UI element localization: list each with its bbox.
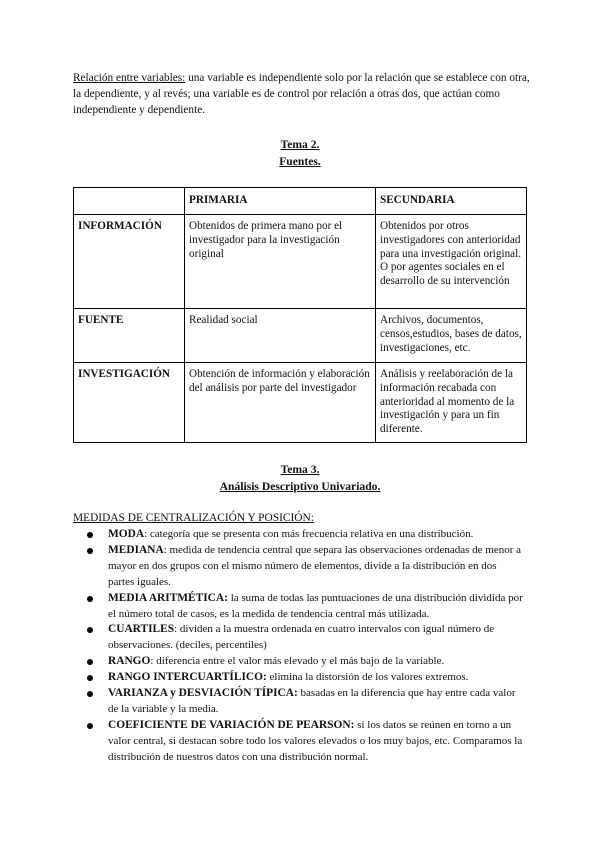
bullet-icon	[87, 532, 93, 538]
measure-term: RANGO INTERCUARTÍLICO:	[108, 671, 267, 684]
bullet-icon	[87, 723, 93, 729]
table-header-row	[74, 188, 527, 215]
measure-term: MODA	[108, 528, 145, 540]
measure-term: MEDIANA	[108, 543, 164, 556]
measure-text: si los datos se reúnen en torno a un valor central, si destacan sobre todo los valores elevados o los muy bajos, etc. Comparamos la distribución de nuestros datos con una distribución normal.	[108, 718, 523, 763]
cell-secundaria: Obtenidos por otros investigadores con anterioridad para una investigación original. O por agentes sociales en el desarrollo de su intervención	[376, 215, 527, 309]
tema3-subtitle: Análisis Descriptivo Univariado.	[219, 480, 381, 493]
bullet-icon	[87, 627, 93, 633]
list-item	[85, 718, 525, 766]
tema2-title: Tema 2.	[280, 138, 320, 151]
measure-text: : medida de tendencia central que separa las observaciones ordenadas de menor a mayor en dos grupos con el mismo número de elementos, divide a la distribución en dos partes iguales.	[108, 543, 522, 588]
bullet-icon	[87, 691, 93, 697]
list-item	[85, 543, 525, 591]
measure-term: MEDIA ARITMÉTICA:	[108, 591, 228, 604]
cell-primaria: Realidad social	[185, 309, 376, 363]
table-header-empty	[74, 188, 185, 215]
bullet-icon	[87, 596, 93, 602]
row-label-investigacion: INVESTIGACIÓN	[74, 363, 185, 443]
bullet-icon	[87, 659, 93, 665]
list-item	[85, 622, 525, 654]
bullet-icon	[87, 548, 93, 554]
measure-term: CUARTILES	[108, 623, 175, 636]
cell-primaria: Obtención de información y elaboración del análisis por parte del investigador	[185, 363, 376, 443]
measures-list	[85, 527, 525, 766]
list-item	[85, 686, 525, 718]
measure-text: elimina la distorsión de los valores extremos.	[266, 671, 469, 684]
list-item	[85, 527, 525, 543]
intro-text: una variable es independiente solo por la relación que se establece con otra, la dependiente, y al revés; una variable es de control por relación a otras dos, que actúan como independiente y dependiente.	[73, 72, 530, 117]
list-item	[85, 670, 525, 686]
intro-label: Relación entre variables:	[73, 72, 186, 84]
row-label-fuente: FUENTE	[74, 309, 185, 363]
bullet-icon	[87, 675, 93, 681]
measure-term: COEFICIENTE DE VARIACIÓN DE PEARSON:	[108, 718, 355, 731]
measure-text: : diferencia entre el valor más elevado y el más bajo de la variable.	[150, 655, 445, 668]
table-row	[74, 363, 527, 443]
cell-secundaria: Archivos, documentos, censos,estudios, bases de datos, investigaciones, etc.	[376, 309, 527, 363]
measure-term: RANGO	[108, 655, 151, 668]
sources-table	[73, 187, 527, 443]
table-header-secundaria: SECUNDARIA	[376, 188, 527, 215]
measure-text: basadas en la diferencia que hay entre cada valor de la variable y la media.	[108, 687, 516, 715]
list-item	[85, 654, 525, 670]
measure-text: : categoría que se presenta con más frecuencia relativa en una distribución.	[144, 528, 474, 540]
measure-text: : dividen a la muestra ordenada en cuatro intervalos con igual número de observaciones. (deciles, percentiles)	[108, 623, 495, 652]
list-item	[85, 591, 525, 623]
table-row	[74, 215, 527, 309]
measure-term: VARIANZA y DESVIACIÓN TÍPICA:	[108, 687, 298, 700]
tema3-title: Tema 3.	[280, 463, 320, 476]
measures-section-title: MEDIDAS DE CENTRALIZACIÓN Y POSICIÓN:	[73, 512, 314, 524]
tema2-subtitle: Fuentes.	[279, 155, 321, 168]
table-header-primaria: PRIMARIA	[185, 188, 376, 215]
row-label-informacion: INFORMACIÓN	[74, 215, 185, 309]
intro-paragraph	[73, 70, 533, 119]
measure-text: la suma de todas las puntuaciones de una distribución dividida por el número total de casos, es la medida de tendencia central más utilizada.	[108, 591, 523, 620]
cell-primaria: Obtenidos de primera mano por el investigador para la investigación original	[185, 215, 376, 309]
cell-secundaria: Análisis y reelaboración de la información recabada con anterioridad al momento de la investigación y para un fin diferente.	[376, 363, 527, 443]
table-row	[74, 309, 527, 363]
